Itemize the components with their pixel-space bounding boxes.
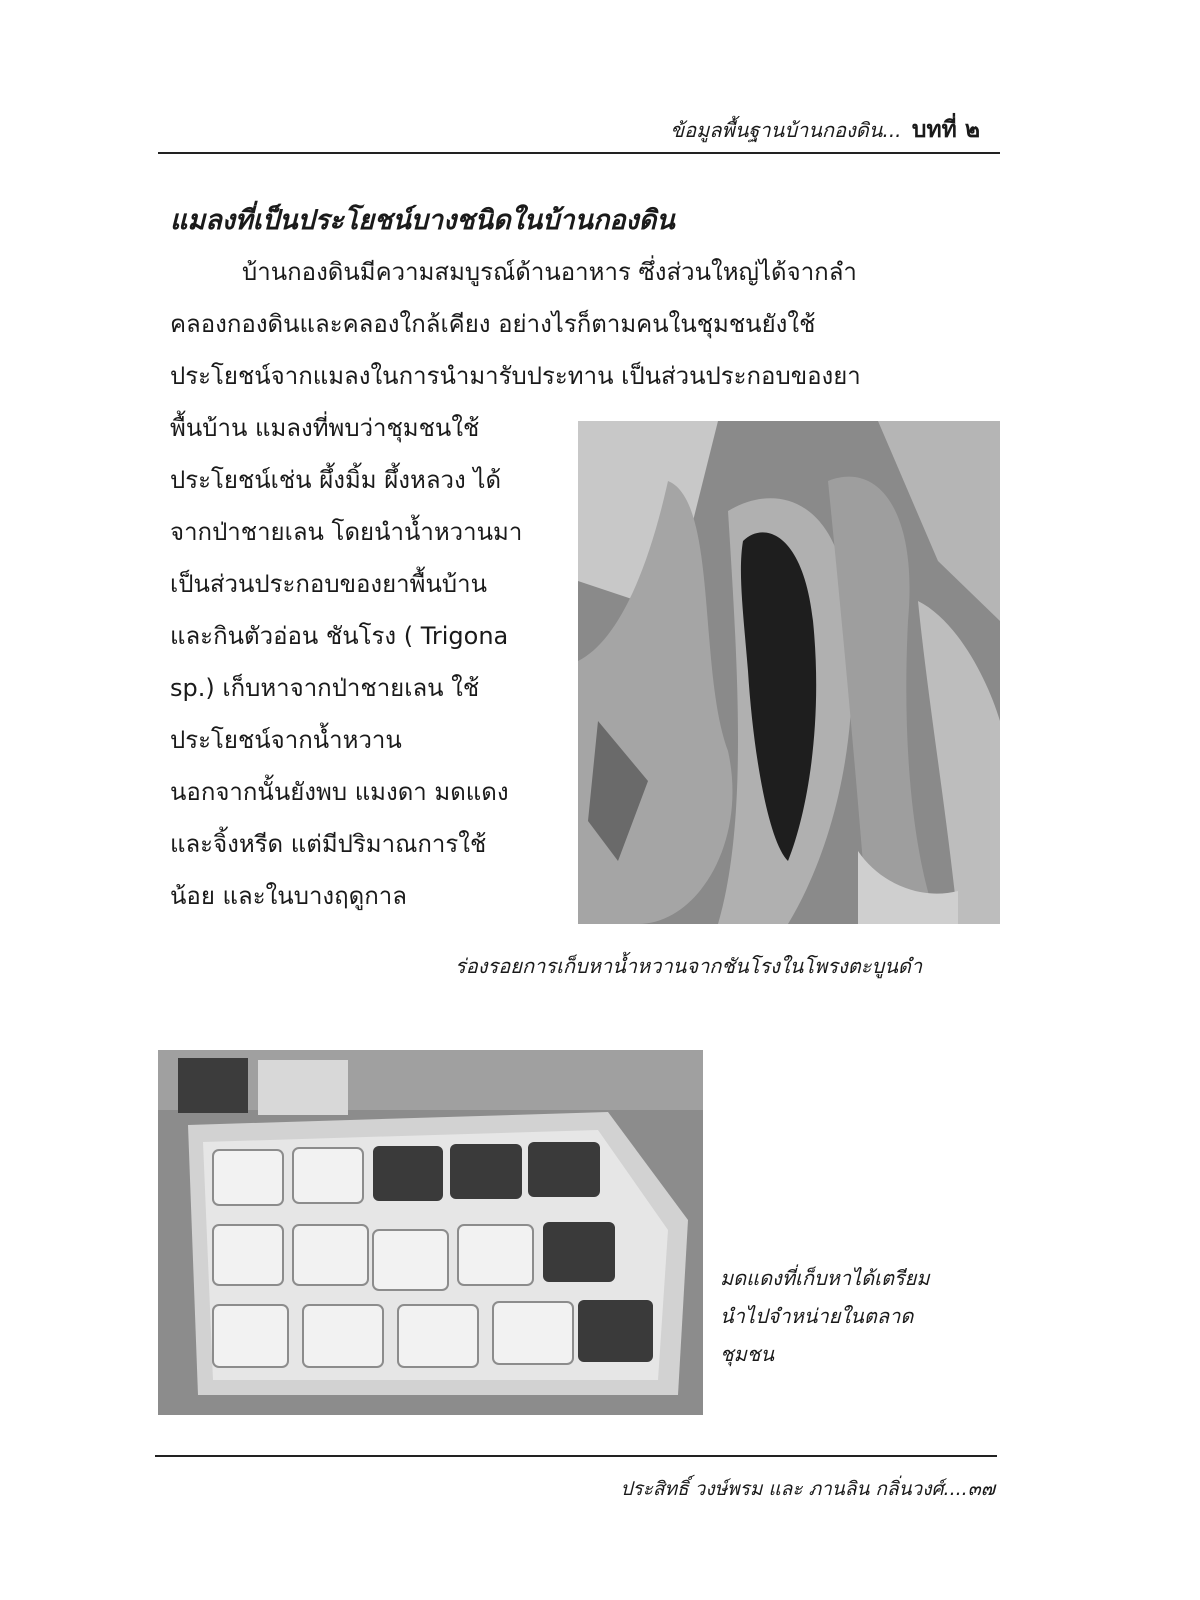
body-line: ประโยชน์จากน้ำหวาน bbox=[170, 726, 402, 754]
body-line: sp.) เก็บหาจากป่าชายเลน ใช้ bbox=[170, 674, 480, 702]
body-line: ประโยชน์เช่น ผึ้งมิ้ม ผึ้งหลวง ได้ bbox=[170, 466, 502, 494]
body-line: เป็นส่วนประกอบของยาพื้นบ้าน bbox=[170, 570, 487, 598]
figure-caption: ร่องรอยการเก็บหาน้ำหวานจากชันโรงในโพรงตะบูนดำ bbox=[455, 954, 923, 978]
body-line: คลองกองดินและคลองใกล้เคียง อย่างไรก็ตามคนในชุมชนยังใช้ bbox=[170, 310, 816, 338]
figure-caption-line: ชุมชน bbox=[720, 1342, 775, 1366]
figure-caption-line: นำไปจำหน่ายในตลาด bbox=[720, 1304, 914, 1328]
body-line: น้อย และในบางฤดูกาล bbox=[170, 882, 407, 910]
body-line: ประโยชน์จากแมลงในการนำมารับประทาน เป็นส่วนประกอบของยา bbox=[170, 362, 861, 390]
body-line: บ้านกองดินมีความสมบูรณ์ด้านอาหาร ซึ่งส่วนใหญ่ได้จากลำ bbox=[242, 258, 857, 286]
body-line: และกินตัวอ่อน ชันโรง ( Trigona bbox=[170, 622, 509, 650]
ant-tray-photo bbox=[158, 1050, 703, 1415]
body-line: และจิ้งหรีด แต่มีปริมาณการใช้ bbox=[170, 830, 487, 858]
body-line: พื้นบ้าน แมลงที่พบว่าชุมชนใช้ bbox=[170, 414, 480, 442]
section-heading: แมลงที่เป็นประโยชน์บางชนิดในบ้านกองดิน bbox=[170, 205, 675, 236]
tree-hollow-photo bbox=[578, 421, 1000, 924]
body-line: จากป่าชายเลน โดยนำน้ำหวานมา bbox=[170, 518, 523, 546]
footer-rule bbox=[155, 1455, 997, 1457]
page-footer: ประสิทธิ์ วงษ์พรม และ ภานลิน กลิ่นวงศ์....๓๗ bbox=[620, 1478, 995, 1500]
figure-caption-line: มดแดงที่เก็บหาได้เตรียม bbox=[720, 1266, 930, 1290]
header-rule bbox=[158, 152, 1000, 154]
running-header-title: ข้อมูลพื้นฐานบ้านกองดิน... bbox=[670, 118, 902, 142]
body-line: นอกจากนั้นยังพบ แมงดา มดแดง bbox=[170, 778, 509, 806]
running-header bbox=[670, 112, 980, 148]
chapter-label: บทที่ ๒ bbox=[911, 117, 980, 143]
